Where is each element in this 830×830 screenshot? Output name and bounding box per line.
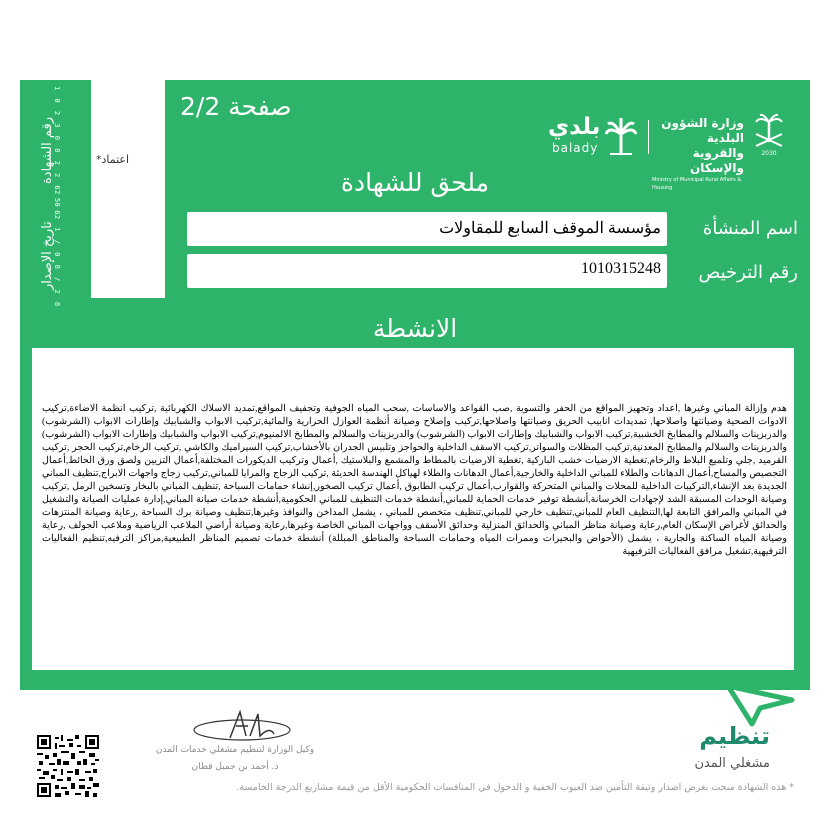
signature-icon bbox=[190, 706, 300, 746]
logo-divider bbox=[648, 120, 649, 154]
page-label: صفحة 2/2 bbox=[180, 92, 292, 121]
ministry-emblem-icon bbox=[750, 112, 788, 156]
license-number-label: رقم الترخيص bbox=[698, 262, 798, 283]
ministry-line1: وزارة الشؤون البلدية bbox=[661, 116, 744, 145]
brand-name: تنظيم bbox=[699, 722, 770, 750]
qr-code bbox=[37, 735, 99, 797]
balady-logo bbox=[548, 112, 640, 158]
ministry-en: Ministry of Municipal Rural Affairs & Housing bbox=[652, 177, 742, 191]
signer-name: د. أحمد بن جميل قطان bbox=[191, 762, 279, 772]
brand-subtitle: مشغلي المدن bbox=[694, 756, 770, 771]
activities-text: هدم وإزالة المباني وغيرها ,اعداد وتجهيز المواقع من الحفر والتسوية ,صب القواعد والاساسات ,سحب المياه الجوفية وتجفيف المواقع,تمديد الاسلاك الكهربائية ,تركيب انظمة الاضاءة,تركيب الادوات الصحية وصيانتها واصلاحها, تمديدات انابيب الحريق وصيانتها واصلاحها,تركيب وإصلاح وصيانة أنظمة العوازل الحرارية والمائية,تركيب الابواب والشبابيك وإطارات الابواب (الشرشوب) والدربزينات والسلالم والمطابخ الخشبية,تركيب الابواب والشبابيك وإطارات الابواب (الشرشوب) والدربزينات والسلالم والمطابخ الالمنيوم,تركيب الابواب والشبابيك وإطارات الابواب (الشرشوب) والدربزينات والسلالم والمطابخ المعدنية,تركيب المظلات والسواتر,تركيب الاسقف الداخلية والحواجز وتلبيس الجدران بالأخشاب,تركيب السيراميك والكاشي ,تركيب الرخام,تركيب الحجر ,تركيب القرميد ,جلي وتلميع البلاط والرخام,تغطية الارضيات خشب الباركية ,تغطية الارضيات بالمطاط والمشمع والبلاستيك ,أعمال وتركيب الديكورات المختلفة,أعمال التزيين ولصق ورق الحائط,أعمال التجصيص والمساح,أعمال الدهانات والطلاء للمباني الداخلية والخارجية,أعمال الدهانات والطلاء لهياكل الهندسة الحديثة ,تركيب الزجاج والمرايا للمباني,تركيب زجاج واجهات الابراج,تنظيف المباني الجديدة بعد الإنشاء,التركيبات الداخلية للمحلات والمباني المتحركة والقوارب,أعمال تركيب الطابوق ,أعمال تركيب الصخور,إنشاء حمامات السباحة ,تنظيف المباني بالبخار وتسخين الرمل ,تركيب وصيانة الوحدات المسبقة الشد لإجهادات الخرسانة,أنشطة توفير خدمات الحماية للمباني,أنشطة خدمات التنظيف للمباني الحكومية,أنشطة خدمات صيانة المباني,إدارة عمليات الصيانة والتشغيل في المباني والمرافق التابعة لها,التنظيف العام للمباني,تنظيف خارجي للمباني,تنظيف متخصص للمباني ، يشمل المداخن والنوافذ وغيرها,تنظيف وصيانة برك السباحة ,رعاية وصيانة المنتزهات والحدائق لأغراض الإسكان العام,رعاية وصيانة مناظر المباني والحدائق المنزلية وحدائق الأسقف وواجهات المباني الخاصة وغيرها,رعاية وصيانة أراضي الملاعب الرياضية وملاعب الجولف ,رعاية وصيانة المياه الساكنة والجارية ، يشمل (الأحواض والبحيرات وممرات المياه وحمامات السباحة والمناطق المبللة) أنشطة خدمات تصميم المناظر الطبيعية,مراكز الترفيه,تنظيم الفعاليات الترفيهية,تشغيل مرافق الفعاليات الترفيهية bbox=[42, 403, 787, 557]
balady-ar-text: بلدي bbox=[548, 114, 601, 140]
palm-icon bbox=[604, 116, 638, 156]
license-number-value: 1010315248 bbox=[581, 260, 661, 277]
issue-date-value: 2 0 2 1 / 0 8 / 2 8 bbox=[53, 190, 61, 309]
ministry-name bbox=[652, 116, 744, 192]
signer-title: وكيل الوزارة لتنظيم مشغلي خدمات المدن bbox=[155, 745, 315, 755]
tanzeem-arrow-icon bbox=[700, 680, 798, 728]
approval-label: اعتماد* bbox=[96, 153, 130, 166]
disclaimer-text: * هذه الشهادة منحت بغرض اصدار وثيقة التأمين ضد العيوب الخفية و الدخول في المنافسات الحكومية الأقل من قيمة مشاريع الدرجة الخامسة. bbox=[236, 782, 794, 793]
issue-date-label: تاريخ الإصدار bbox=[40, 221, 55, 290]
establishment-name-value: مؤسسة الموقف السابع للمقاولات bbox=[439, 220, 661, 237]
svg-text:2030: 2030 bbox=[761, 150, 777, 156]
balady-en-text: balady bbox=[552, 141, 599, 155]
page-title: ملحق للشهادة bbox=[340, 168, 490, 197]
establishment-name-label: اسم المنشأة bbox=[702, 218, 798, 239]
cert-number-label: رقم الشهادة bbox=[40, 117, 55, 184]
activities-title: الانشطة bbox=[372, 314, 458, 343]
cert-number-value: 1 0 2 3 0 8 2 2 6 5 6 bbox=[53, 86, 61, 217]
ministry-line2: والقروية والإسكان bbox=[689, 146, 744, 175]
